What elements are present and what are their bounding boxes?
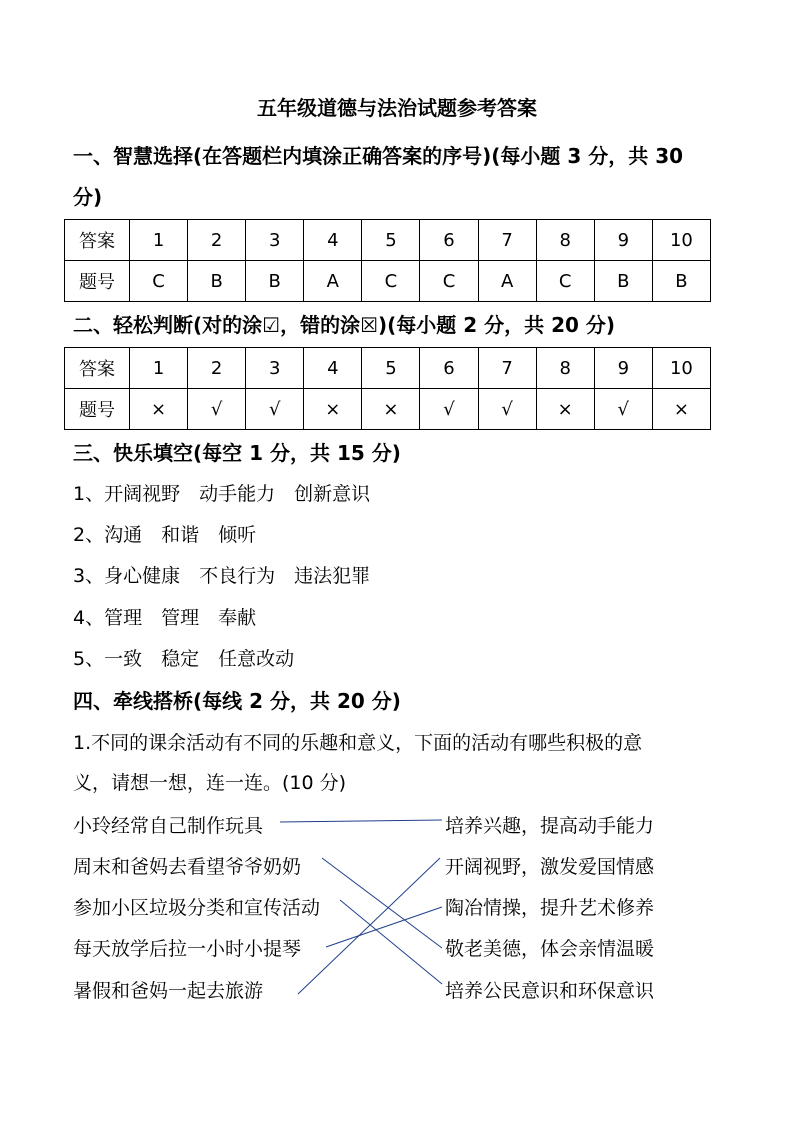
table-cell: √ [478,389,536,430]
table-cell: × [362,389,420,430]
table-cell: 5 [362,348,420,389]
left-item: 参加小区垃圾分类和宣传活动 [73,897,321,919]
left-item: 周末和爸妈去看望爷爷奶奶 [73,856,302,878]
table-cell: √ [188,389,246,430]
table-cell: C [362,261,420,302]
table-cell: √ [420,389,478,430]
table-cell: 3 [246,348,304,389]
section1-heading: 一、智慧选择(在答题栏内填涂正确答案的序号)(每小题 3 分，共 30 [73,144,684,168]
table-cell: √ [594,389,652,430]
right-item: 培养公民意识和环保意识 [445,980,655,1002]
table-cell: × [536,389,594,430]
table-cell: 10 [652,348,710,389]
table-cell: 4 [304,220,362,261]
fill-answer-line: 3、身心健康 不良行为 违法犯罪 [73,565,371,587]
table-cell: 8 [536,348,594,389]
question-text: 1.不同的课余活动有不同的乐趣和意义，下面的活动有哪些积极的意 [73,732,643,754]
fill-answer-line: 2、沟通 和谐 倾听 [73,524,257,546]
left-item: 小玲经常自己制作玩具 [73,815,264,837]
connection-line [280,820,442,822]
row-label-number: 题号 [65,389,130,430]
question-text-cont: 义，请想一想，连一连。(10 分) [73,772,347,794]
table-cell: 1 [130,220,188,261]
connection-line [298,858,440,994]
table-cell: A [304,261,362,302]
section3-heading: 三、快乐填空(每空 1 分，共 15 分) [73,441,401,465]
table-cell: 9 [594,348,652,389]
page-title: 五年级道德与法治试题参考答案 [257,96,537,120]
table-cell: 2 [188,220,246,261]
table-cell: C [130,261,188,302]
section4-heading: 四、牵线搭桥(每线 2 分，共 20 分) [73,689,401,713]
table-cell: B [246,261,304,302]
fill-answer-line: 5、一致 稳定 任意改动 [73,648,295,670]
right-item: 陶冶情操，提升艺术修养 [445,897,655,919]
table-cell: 1 [130,348,188,389]
table-cell: 2 [188,348,246,389]
row-label-number: 题号 [65,261,130,302]
left-item: 暑假和爸妈一起去旅游 [73,980,264,1002]
table-cell: 9 [594,220,652,261]
table-cell: 8 [536,220,594,261]
row-label-answer: 答案 [65,348,130,389]
fill-answer-line: 1、开阔视野 动手能力 创新意识 [73,483,371,505]
fill-answer-line: 4、管理 管理 奉献 [73,607,257,629]
table-cell: 10 [652,220,710,261]
table-cell: B [188,261,246,302]
table-cell: × [652,389,710,430]
table-cell: 6 [420,348,478,389]
table-cell: 6 [420,220,478,261]
table-cell: B [652,261,710,302]
section1-heading-cont: 分) [73,185,103,209]
table-cell: C [536,261,594,302]
right-item: 开阔视野，激发爱国情感 [445,856,655,878]
table-cell: × [304,389,362,430]
table-cell: 4 [304,348,362,389]
table-cell: 3 [246,220,304,261]
connection-line [326,907,442,947]
right-item: 培养兴趣，提高动手能力 [445,815,655,837]
table-cell: A [478,261,536,302]
table-cell: 7 [478,348,536,389]
table-cell: C [420,261,478,302]
table-cell: 5 [362,220,420,261]
row-label-answer: 答案 [65,220,130,261]
table-cell: √ [246,389,304,430]
table-cell: 7 [478,220,536,261]
section2-heading: 二、轻松判断(对的涂☑，错的涂☒)(每小题 2 分，共 20 分) [73,313,616,337]
table-cell: × [130,389,188,430]
table-cell: B [594,261,652,302]
right-item: 敬老美德，体会亲情温暖 [445,938,655,960]
left-item: 每天放学后拉一小时小提琴 [73,938,302,960]
